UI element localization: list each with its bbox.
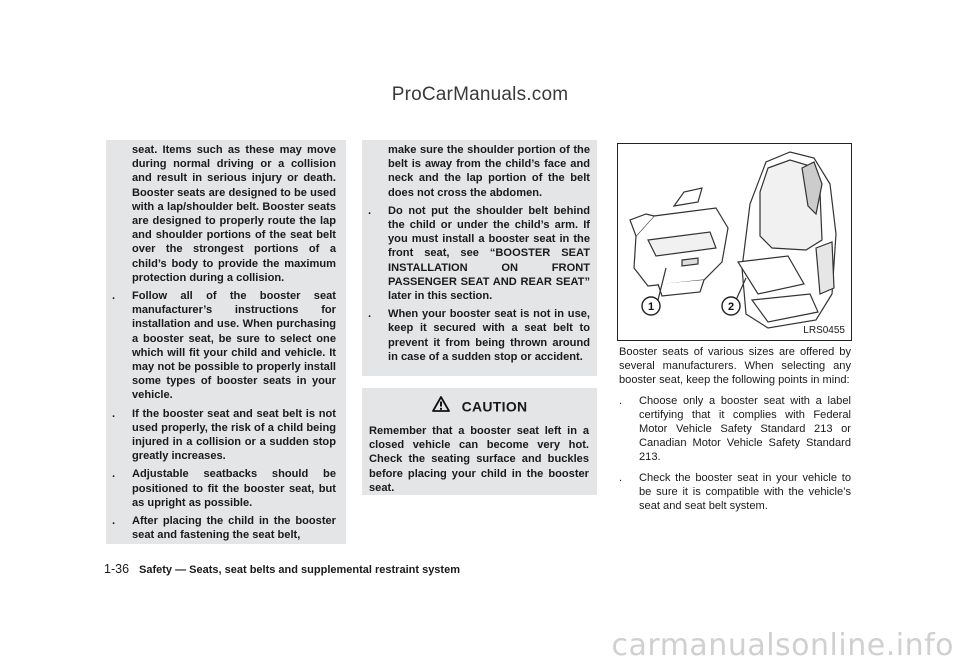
bullet-marker: . <box>112 407 116 420</box>
section-title: Safety — Seats, seat belts and supplemental restraint system <box>139 564 460 576</box>
list-item: . Adjustable seatbacks should be positioned to fit the booster seat, but as upright as possible. <box>112 468 336 509</box>
list-item: . After placing the child in the booster seat and fastening the seat belt, <box>112 515 336 542</box>
col3-intro: Booster seats of various sizes are offered by several manufacturers. When selecting any booster seat, keep the following points in mind: <box>619 346 851 387</box>
column-2 <box>368 143 590 364</box>
bullet-marker: . <box>112 515 116 528</box>
list-item: . Choose only a booster seat with a label certifying that it complies with Federal Motor Vehicle Safety Standard 213 or Canadian Motor Vehicle Safety Standard 213. <box>619 394 851 464</box>
booster-seats-drawing <box>618 144 851 340</box>
col2-continuation: make sure the shoulder portion of the belt is away from the child’s face and neck and the lap portion of the belt does not cross the abdomen. <box>388 144 590 199</box>
bullet-marker: . <box>112 290 116 303</box>
caution-text: Remember that a booster seat left in a closed vehicle can become very hot. Check the seating surface and buckles before placing your child in the booster seat. <box>369 425 589 494</box>
caution-heading <box>362 396 597 417</box>
bullet-marker: . <box>619 394 623 407</box>
bullet-marker: . <box>368 308 372 321</box>
column-3 <box>619 345 851 513</box>
list-item: . If the booster seat and seat belt is not used properly, the risk of a child being injured in a collision or a sudden stop greatly increases. <box>112 407 336 463</box>
caution-title: CAUTION <box>461 398 528 415</box>
bullet-marker: . <box>619 471 623 484</box>
watermark-bottom: carmanualsonline.info <box>611 628 954 663</box>
figure-code: LRS0455 <box>803 325 845 336</box>
list-item: . Follow all of the booster seat manufacturer’s instructions for installation and use. When purchasing a booster seat, be sure to select one which will fit your child and vehicle. It may not be possible to properly install some types of booster seats in your vehicle. <box>112 290 336 402</box>
callout-1-number: 1 <box>647 301 655 313</box>
watermark-top: ProCarManuals.com <box>391 84 569 105</box>
list-item: . When your booster seat is not in use, keep it secured with a seat belt to prevent it from being thrown around in case of a sudden stop or accident. <box>368 308 590 363</box>
col1-continuation: seat. Items such as these may move during normal driving or a collision and result in serious injury or death. Booster seats are designed to be used with a lap/shoulder belt. Booster seats are designed to properly route the lap and shoulder portions of the seat belt over the strongest portions of a child’s body to provide the maximum protection during a collision. <box>132 144 336 284</box>
col2-bullet-list <box>368 204 590 364</box>
col1-bullet-list <box>112 289 336 542</box>
page-footer <box>104 562 460 576</box>
list-item: . Check the booster seat in your vehicle to be sure it is compatible with the vehicle’s seat and seat belt system. <box>619 471 851 513</box>
page-number: 1-36 <box>104 562 130 576</box>
column-1 <box>112 143 336 542</box>
warning-triangle-icon <box>432 396 450 417</box>
list-item: . Do not put the shoulder belt behind the child or under the child’s arm. If you must install a booster seat in the front seat, see “BOOSTER SEAT INSTALLATION ON FRONT PASSENGER SEAT AND REAR SEAT” later in this section. <box>368 204 590 303</box>
col3-bullet-list <box>619 394 851 514</box>
bullet-marker: . <box>112 468 116 481</box>
bullet-marker: . <box>368 204 372 217</box>
callout-2-number: 2 <box>727 301 735 313</box>
booster-seat-illustration <box>617 143 852 341</box>
